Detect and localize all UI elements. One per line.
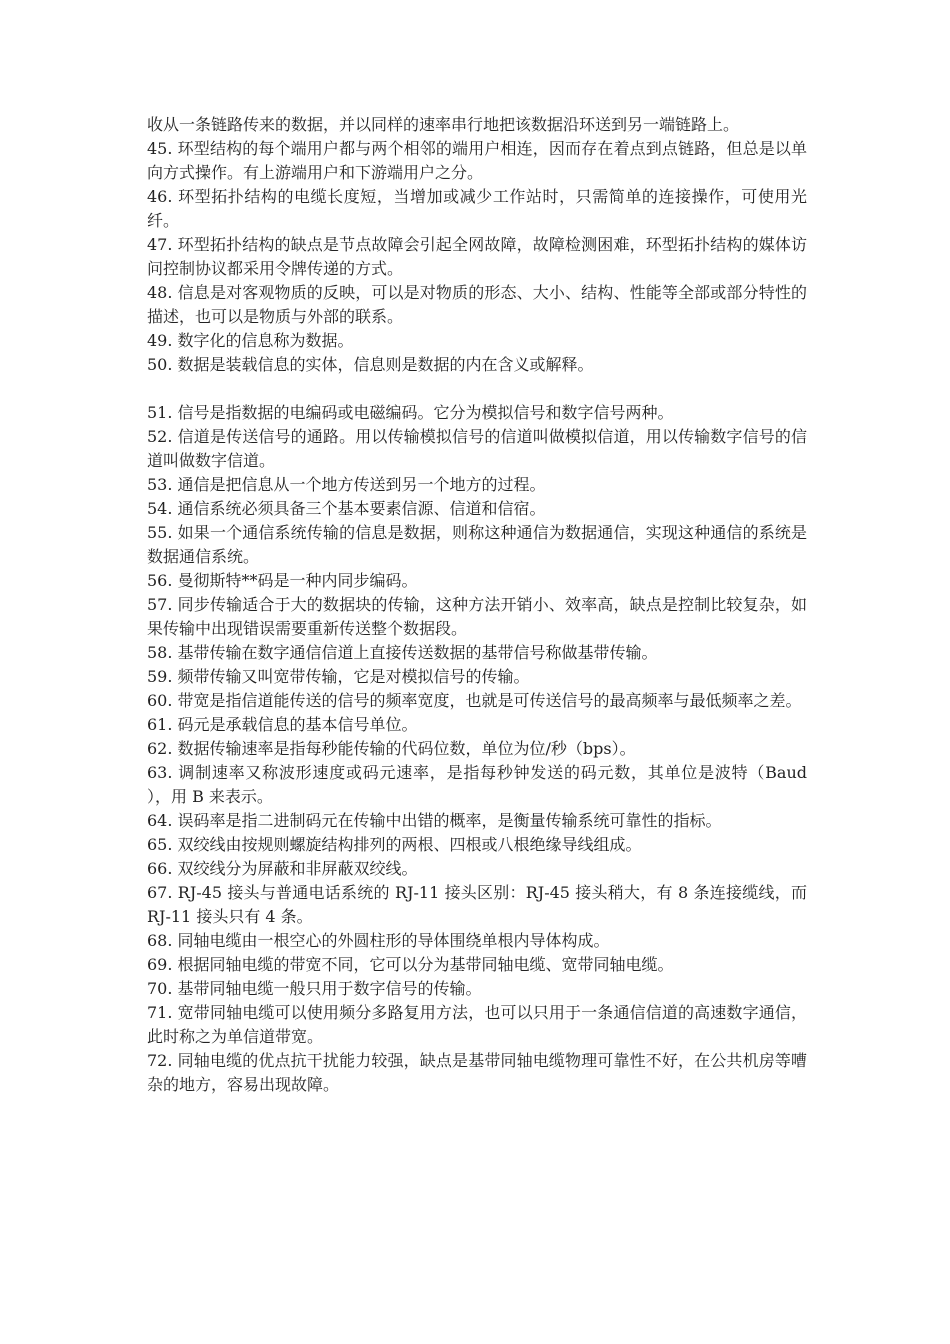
- paragraph-45: 45. 环型结构的每个端用户都与两个相邻的端用户相连，因而存在着点到点链路，但总是以单向方式操作。有上游端用户和下游端用户之分。: [147, 139, 807, 182]
- paragraph-66: 66. 双绞线分为屏蔽和非屏蔽双绞线。: [147, 859, 418, 878]
- paragraph-67: 67. RJ-45 接头与普通电话系统的 RJ-11 接头区别：RJ-45 接头稍大，有 8 条连接缆线，而 RJ-11 接头只有 4 条。: [147, 883, 807, 926]
- paragraph-62: 62. 数据传输速率是指每秒能传输的代码位数，单位为位/秒（bps）。: [147, 739, 636, 758]
- paragraph-57: 57. 同步传输适合于大的数据块的传输，这种方法开销小、效率高，缺点是控制比较复杂，如果传输中出现错误需要重新传送整个数据段。: [147, 595, 807, 638]
- paragraph-continuation: 收从一条链路传来的数据，并以同样的速率串行地把该数据沿环送到另一端链路上。: [147, 115, 740, 134]
- paragraph-63: 63. 调制速率又称波形速度或码元速率，是指每秒钟发送的码元数，其单位是波特（Baud ），用 B 来表示。: [147, 763, 807, 806]
- paragraph-56: 56. 曼彻斯特**码是一种内同步编码。: [147, 571, 418, 590]
- paragraph-47: 47. 环型拓扑结构的缺点是节点故障会引起全网故障，故障检测困难，环型拓扑结构的媒体访问控制协议都采用令牌传递的方式。: [147, 235, 807, 278]
- paragraph-53: 53. 通信是把信息从一个地方传送到另一个地方的过程。: [147, 475, 546, 494]
- paragraph-54: 54. 通信系统必须具备三个基本要素信源、信道和信宿。: [147, 499, 546, 518]
- paragraph-46: 46. 环型拓扑结构的电缆长度短，当增加或减少工作站时，只需简单的连接操作，可使用光纤。: [147, 187, 807, 230]
- paragraph-64: 64. 误码率是指二进制码元在传输中出错的概率，是衡量传输系统可靠性的指标。: [147, 811, 722, 830]
- paragraph-59: 59. 频带传输又叫宽带传输，它是对模拟信号的传输。: [147, 667, 530, 686]
- paragraph-51: 51. 信号是指数据的电编码或电磁编码。它分为模拟信号和数字信号两种。: [147, 403, 674, 422]
- paragraph-61: 61. 码元是承载信息的基本信号单位。: [147, 715, 418, 734]
- blank-line: [147, 377, 807, 401]
- paragraph-70: 70. 基带同轴电缆一般只用于数字信号的传输。: [147, 979, 482, 998]
- paragraph-71: 71. 宽带同轴电缆可以使用频分多路复用方法，也可以只用于一条通信信道的高速数字通信，此时称之为单信道带宽。: [147, 1003, 807, 1046]
- paragraph-65: 65. 双绞线由按规则螺旋结构排列的两根、四根或八根绝缘导线组成。: [147, 835, 642, 854]
- document-body: [147, 113, 807, 1097]
- paragraph-68: 68. 同轴电缆由一根空心的外圆柱形的导体围绕单根内导体构成。: [147, 931, 610, 950]
- paragraph-60: 60. 带宽是指信道能传送的信号的频率宽度，也就是可传送信号的最高频率与最低频率之差。: [147, 691, 802, 710]
- paragraph-72: 72. 同轴电缆的优点抗干扰能力较强，缺点是基带同轴电缆物理可靠性不好，在公共机房等嘈杂的地方，容易出现故障。: [147, 1051, 807, 1094]
- paragraph-48: 48. 信息是对客观物质的反映，可以是对物质的形态、大小、结构、性能等全部或部分特性的描述，也可以是物质与外部的联系。: [147, 283, 807, 326]
- paragraph-50: 50. 数据是装载信息的实体，信息则是数据的内在含义或解释。: [147, 355, 594, 374]
- paragraph-69: 69. 根据同轴电缆的带宽不同，它可以分为基带同轴电缆、宽带同轴电缆。: [147, 955, 674, 974]
- paragraph-52: 52. 信道是传送信号的通路。用以传输模拟信号的信道叫做模拟信道，用以传输数字信号的信道叫做数字信道。: [147, 427, 807, 470]
- paragraph-49: 49. 数字化的信息称为数据。: [147, 331, 354, 350]
- paragraph-55: 55. 如果一个通信系统传输的信息是数据，则称这种通信为数据通信，实现这种通信的系统是数据通信系统。: [147, 523, 807, 566]
- paragraph-58: 58. 基带传输在数字通信信道上直接传送数据的基带信号称做基带传输。: [147, 643, 658, 662]
